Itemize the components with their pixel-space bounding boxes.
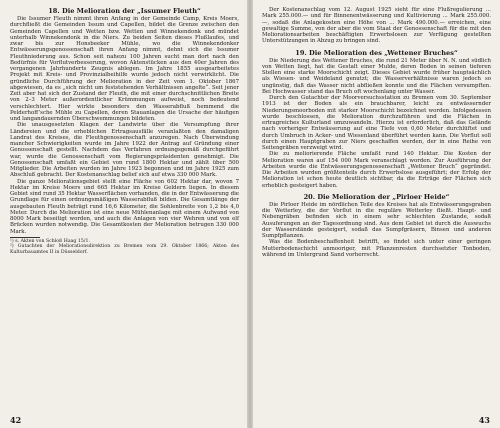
paragraph: Die Niederung des Wettener Bruches, die rund 21 Meter über N. N. und südlich von Wetten liegt, hat die Gestalt einer Mulde, deren Boden in seinen tieferen Stellen eine starke Moorschicht zeigt. Dieses Gebiet wurde früher hauptsächlich als Wiesen- und Weideland genutzt; die Wasserverhältnisse waren jedoch so ungünstig, daß das Wasser nicht abfließen konnte und die Flächen versumpften. Bei Hochwasser stand das Bruch oft wochenlang unter Wasser. (262, 57, 491, 95)
section-heading-18: 18. Die Melioration der „Issumer Fleuth“ (48, 7, 201, 15)
paragraph: Die unausgesetzten Klagen der Landwirte über die Versumpfung ihrer Ländereien und die erheblichen Ertragsausfälle veranlaßten den damaligen Landrat des Kreises, die Fleuthgenossenschaft anzuregen. Nach Überwindung mancher Schwierigkeiten wurde im Jahre 1922 der Antrag auf Gründung einer Genossenschaft gestellt. Nachdem das Verfahren ordnungsgemäß durchgeführt war, wurde die Genossenschaft vom Regierungspräsidenten genehmigt. Die Genossenschaft umfaßt ein Gebiet von rund 1800 Hektar und zählt über 500 Mitglieder. Die Arbeiten wurden im Jahre 1923 begonnen und im Jahre 1925 zum Abschluß gebracht. Der Kostenanschlag belief sich auf etwa 330 000 Mark. (10, 122, 239, 179)
footnote-divider (10, 237, 40, 238)
paragraph: Was die Bodenbeschaffenheit betrifft, so findet sich unter einer geringen Mutterbodenschicht anmooriger, mit Pflanzenresten durchsetzter Tonboden, während im Untergrund Sand vorherrscht. (262, 239, 491, 258)
page-number-left: 42 (10, 415, 22, 425)
page-number-right: 43 (478, 415, 490, 425)
footnote: ¹) s. Akten von Schloß Haag 15/1. (10, 238, 90, 244)
paragraph: Die ganze Meliorationsgebiet stellt eine Fläche von 602 Hektar dar, wovon 7 Hektar im Kreise Moers und 665 Hektar im Kreise Geldern liegen. In diesem Gebiet sind rund 35 Hektar Wasserflächen vorhanden, die in der Entwässerung die Grundlage für einen ordnungsmäßigen Wasserabfluß bilden. Die Gesamtlänge der ausgebauten Fleuth beträgt rund 16,6 Kilometer, die Sohlenbreite von 1,2 bis 4,0 Meter. Durch die Melioration ist eine neue Mühlenanlage mit einem Aufwand von 8000 Mark beseitigt worden, und auch die Anlagen von vier Wehren und von elf Brücken wurden notwendig. Die Gesamtkosten der Melioration betrugen 330 000 Mark. (10, 178, 239, 235)
left-page (0, 0, 247, 428)
section-heading-20: 20. Die Melioration der „Pirloer Heide“ (303, 192, 450, 201)
paragraph: Durch den Gutachter der Moorversuchsstation zu Bremen vom 30. September 1913 ist der Boden als ein brauchbarer, leicht zu entwässernder Niederungsmoorboden mit starker Moorschicht bezeichnet worden. Infolgedessen wurde beschlossen, die Melioration durchzuführen und die Flächen in ertragreiches Kulturland umzuwandeln. Hierzu ist erforderlich, daß das Gelände nach vorheriger Entwässerung auf eine Tiefe von 0,60 Meter durchlüftet und durch Umbruch in Acker- und Wiesenland überführt werden kann. Die Vorflut soll durch einen Hauptgraben zur Niers geschaffen werden, der in eine Reihe von Seitengräben verzweigt wird. (262, 95, 491, 151)
paragraph: Die zu meliorierende Fläche umfaßt rund 140 Hektar. Die Kosten der Melioration waren auf 154 000 Mark veranschlagt worden. Zur Ausführung der Arbeiten wurde die Entwässerungsgenossenschaft „Wettener Bruch“ gegründet. Die Arbeiten wurden größtenteils durch Erwerbslose ausgeführt; der Erfolg der Melioration ist schon heute deutlich sichtbar, da die Erträge der Flächen sich erheblich gesteigert haben. (262, 151, 491, 189)
paragraph: Die Pirloer Heide im nördlichen Teile des Kreises hat als Entwässerungsgraben die Wetterley, die der Vorflut in die reguläre Wetterley fließt. Haupt- und Nebengräben befinden sich in einem sehr schlechten Zustande, sodaß Ausuferungen an der Tagesordnung sind. Aus dem Gebiet ist durch die Auswuchs der Wasserstände gesteigert, sodaß das Sumpfgräsern, Binsen und anderen Sumpfpflanzen. (262, 201, 491, 239)
right-page (253, 0, 500, 428)
footnote: ²) Gutachten der Meliorationsdirektion zu Bremen vom 29. Oktober 1866; Akten des Kulturbauamtes II in Düsseldorf. (10, 244, 239, 255)
paragraph: Der Kostenanschlag vom 12. August 1925 sieht für eine Flußregulierung ... Mark 255.000.— und für Binnenentwässerung und Kultivierung ... Mark 255.000.—, sodaß die Anlagekosten eine Höhe von ... Mark 490.000.— erreichen, eine gewaltige Summe, von der aber die vom Staat der Genossenschaft für die mit den Meliorationsarbeiten beschäftigten Erwerbslosen zur Verfügung gestellten Unterstützungen in Abzug zu bringen sind. (262, 7, 491, 45)
section-heading-19: 19. Die Melioration des „Wettener Bruches“ (295, 48, 458, 57)
paragraph: Die Issumer Fleuth nimmt ihren Anfang in der Gemeinde Camp, Kreis Moers, durchfließt die Gemeinden Issum und Capellen, bildet die Grenze zwischen den Gemeinden Capellen und Wetten bzw. Wetten und Winnekendonk und mündet unterhalb Winnekendonk in die Niers. Zu beiden Seiten dieses Flußlaufes, und zwar bis zur Honsbeeker Mühle, wo die Winnekendonker Entwässerungsgenossenschaft ihren Anfang nimmt, dehnt sich die Issumer Fleuthniederung aus. Schon seit nahezu 100 Jahren sucht man dort nach den Bedürfnis für Vorflutverbesserung, wovon Aktenstücken aus den 40er Jahren des vergangenen Jahrhunderts Zeugnis ablegen. Im Jahre 1855 ausgearbeitetes Projekt mit Kreis- und Provinzialbeihilfe wurde jedoch nicht verwirklicht. Die gründliche Durchführung der Melioration in der Zeit vom 1. Oktober 1867 abgewiesen, da es „sich nicht um feststehenden Verhältnissen angelte“. Seit jener Zeit aber hat sich der Zustand der Fleuth, die mit einer durchschnittlichen Breite von 2–3 Meter außerordentlicher Krümmungen aufweist, noch bedeutend verschlechtert. Hier wirkte besonders den Wasserabfluß hemmend die Pelderhoff’sche Mühle zu Capellen, deren Stauanlagen die Ursache der häufigen und langandauernden Überschwemmungen bildeten. (10, 16, 239, 122)
